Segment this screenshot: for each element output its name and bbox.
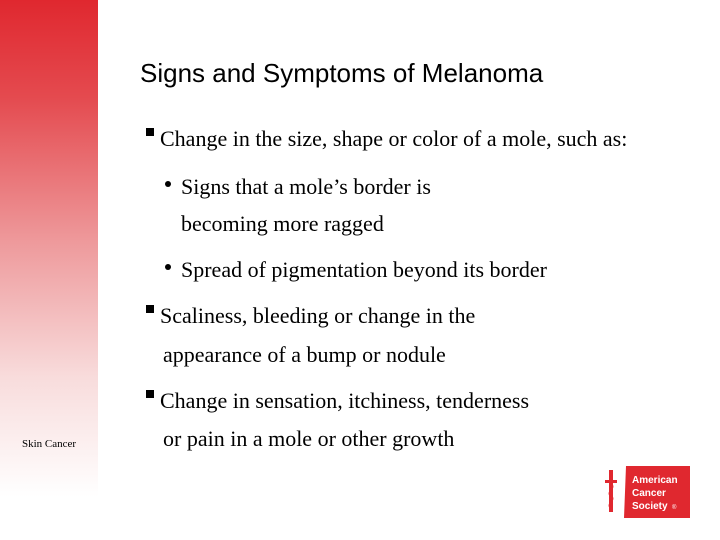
square-bullet-icon	[146, 305, 154, 313]
slide-title: Signs and Symptoms of Melanoma	[140, 58, 544, 88]
logo-line-3: Society	[632, 501, 668, 512]
subbullet-1-continuation: becoming more ragged	[181, 211, 384, 236]
logo-line-2: Cancer	[632, 488, 666, 499]
bullet-1: Change in the size, shape or color of a mole, such as:	[146, 128, 627, 150]
american-cancer-society-logo	[604, 466, 690, 518]
bullet-2: Scaliness, bleeding or change in the	[146, 305, 475, 327]
logo-wedge	[604, 466, 626, 518]
logo-line-1: American	[632, 475, 678, 486]
square-bullet-icon	[146, 128, 154, 136]
bullet-2-continuation: appearance of a bump or nodule	[163, 342, 446, 367]
bullet-3: Change in sensation, itchiness, tenderness	[146, 390, 529, 412]
bullet-3-continuation: or pain in a mole or other growth	[163, 426, 455, 451]
square-bullet-icon	[146, 390, 154, 398]
subbullet-1: Signs that a mole’s border is	[165, 176, 431, 198]
dot-bullet-icon	[165, 264, 171, 270]
registered-mark: ®	[672, 505, 677, 511]
dot-bullet-icon	[165, 181, 171, 187]
subbullet-2: Spread of pigmentation beyond its border	[165, 259, 547, 281]
sidebar-label: Skin Cancer	[21, 438, 77, 450]
sword-guard-icon	[605, 480, 617, 483]
